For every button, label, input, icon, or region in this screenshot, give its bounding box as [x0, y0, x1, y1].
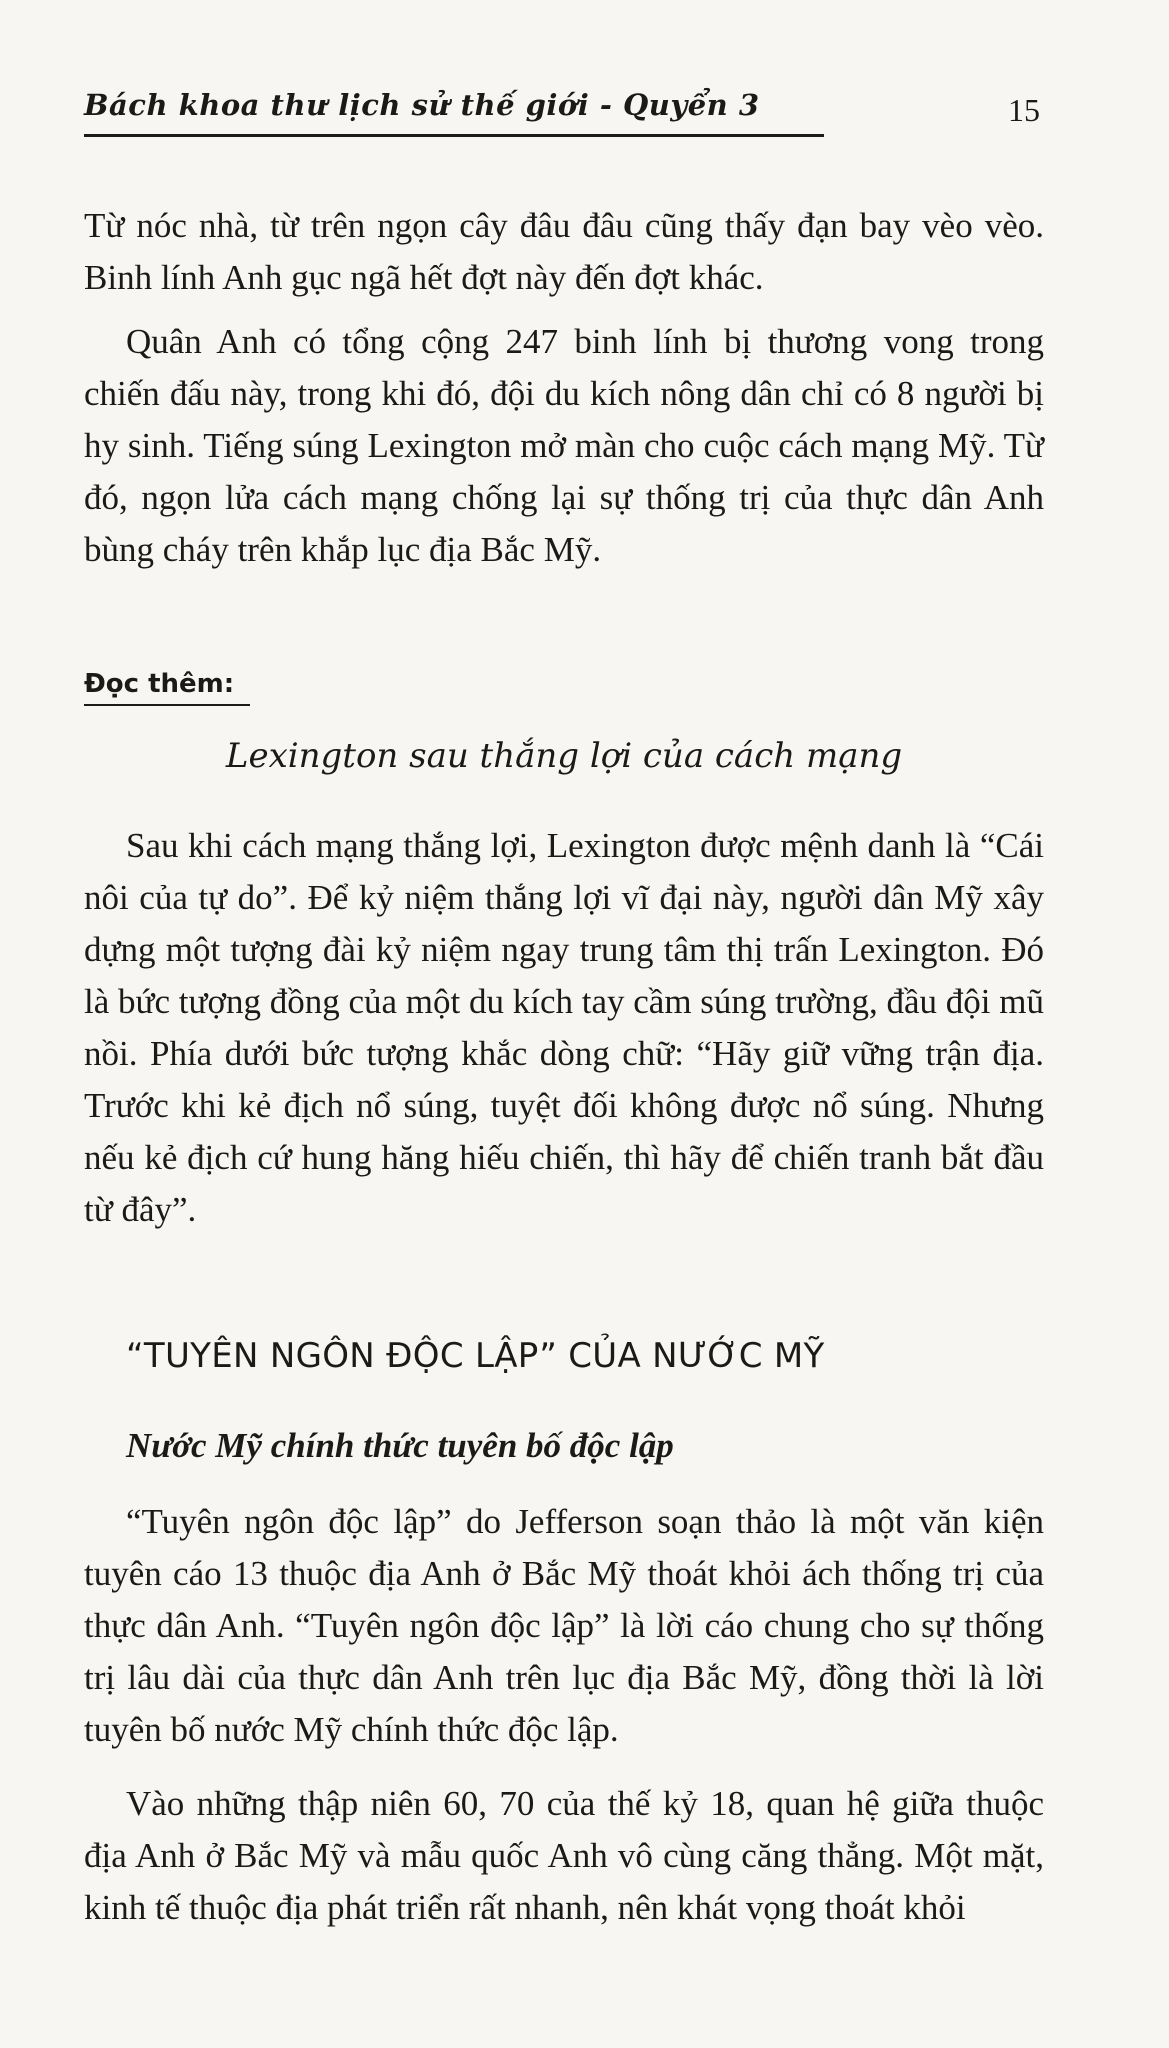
read-more-title: Lexington sau thắng lợi của cách mạng [225, 736, 903, 776]
paragraph-casualties: Quân Anh có tổng cộng 247 binh lính bị thương vong trong chiến đấu này, trong khi đó, đội du kích nông dân chỉ có 8 người bị hy sinh. Tiếng súng Lexington mở màn cho cuộc cách mạng Mỹ. Từ đó, ngọn lửa cách mạng chống lại sự thống trị của thực dân Anh bùng cháy trên khắp lục địa Bắc Mỹ. [84, 322, 1044, 569]
subsection-heading: Nước Mỹ chính thức tuyên bố độc lập [126, 1426, 674, 1465]
read-more-paragraph: Sau khi cách mạng thắng lợi, Lexington được mệnh danh là “Cái nôi của tự do”. Để kỷ niệm thắng lợi vĩ đại này, người dân Mỹ xây dựng một tượng đài kỷ niệm ngay trung tâm thị trấn Lexington. Đó là bức tượng đồng của một du kích tay cầm súng trường, đầu đội mũ nồi. Phía dưới bức tượng khắc dòng chữ: “Hãy giữ vững trận địa. Trước khi kẻ địch nổ súng, tuyệt đối không được nổ súng. Nhưng nếu kẻ địch cứ hung hăng hiếu chiến, thì hãy để chiến tranh bắt đầu từ đây”. [84, 826, 1045, 1229]
section-heading: “TUYÊN NGÔN ĐỘC LẬP” CỦA NƯỚC MỸ [126, 1336, 825, 1376]
page-number: 15 [1008, 92, 1040, 128]
read-more-label: Đọc thêm: [84, 664, 250, 706]
paragraph-declaration: “Tuyên ngôn độc lập” do Jefferson soạn thảo là một văn kiện tuyên cáo 13 thuộc địa Anh ở Bắc Mỹ thoát khỏi ách thống trị của thực dân Anh. “Tuyên ngôn độc lập” là lời cáo chung cho sự thống trị lâu dài của thực dân Anh trên lục địa Bắc Mỹ, đồng thời là lời tuyên bố nước Mỹ chính thức độc lập. [84, 1502, 1044, 1749]
running-header [84, 88, 824, 137]
running-title: Bách khoa thư lịch sử thế giới - Quyển 3 [84, 88, 760, 122]
paragraph-tensions: Vào những thập niên 60, 70 của thế kỷ 18, quan hệ giữa thuộc địa Anh ở Bắc Mỹ và mẫu quốc Anh vô cùng căng thẳng. Một mặt, kinh tế thuộc địa phát triển rất nhanh, nên khát vọng thoát khỏi [84, 1784, 1044, 1927]
paragraph-continued: Từ nóc nhà, từ trên ngọn cây đâu đâu cũng thấy đạn bay vèo vèo. Binh lính Anh gục ngã hết đợt này đến đợt khác. [84, 206, 1044, 297]
